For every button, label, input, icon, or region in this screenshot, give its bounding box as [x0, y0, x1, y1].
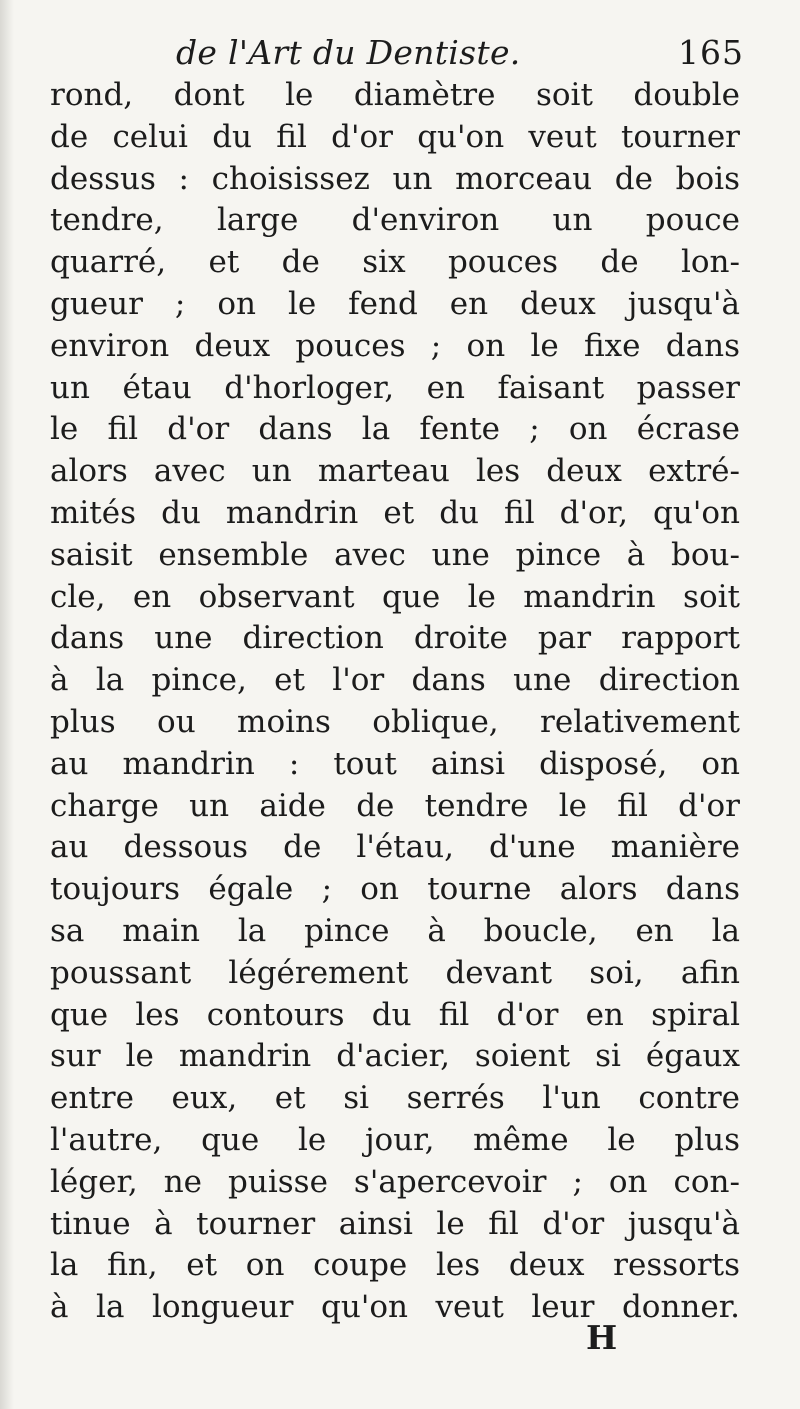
text-line: dans une direction droite par rapport — [50, 620, 740, 657]
text-line: tendre, large d'environ un pouce — [50, 202, 740, 239]
text-line: environ deux pouces ; on le fixe dans — [50, 327, 740, 364]
text-line: le fil d'or dans la fente ; on écrase — [50, 411, 740, 448]
text-line: léger, ne puisse s'apercevoir ; on con- — [50, 1163, 740, 1200]
page-header — [176, 28, 744, 78]
text-line: la fin, et on coupe les deux ressorts — [50, 1247, 740, 1284]
text-line: saisit ensemble avec une pince à bou- — [50, 536, 740, 573]
text-line: charge un aide de tendre le fil d'or — [50, 787, 740, 824]
text-line: au dessous de l'étau, d'une manière — [50, 829, 740, 866]
text-line: mités du mandrin et du fil d'or, qu'on — [50, 494, 740, 531]
text-line: poussant légérement devant soi, afin — [50, 954, 740, 991]
text-line: rond, dont le diamètre soit double — [50, 77, 740, 113]
body-text — [50, 75, 740, 1329]
text-line: entre eux, et si serrés l'un contre — [50, 1080, 740, 1117]
text-line: à la longueur qu'on veut leur donner. — [50, 1289, 740, 1326]
page-number: 165 — [678, 33, 744, 72]
page-gutter-shadow — [0, 0, 14, 1409]
text-line: quarré, et de six pouces de lon- — [50, 244, 740, 281]
text-line: l'autre, que le jour, même le plus — [50, 1121, 740, 1158]
text-line: que les contours du fil d'or en spiral — [50, 996, 740, 1033]
text-line: un étau d'horloger, en faisant passer — [50, 369, 740, 406]
signature-mark: H — [586, 1318, 619, 1357]
text-line: cle, en observant que le mandrin soit — [50, 578, 740, 615]
text-line: sa main la pince à boucle, en la — [50, 912, 740, 949]
running-title: de l'Art du Dentiste. — [176, 33, 521, 72]
text-line: à la pince, et l'or dans une direction — [50, 662, 740, 699]
text-line: au mandrin : tout ainsi disposé, on — [50, 745, 740, 782]
text-line: de celui du fil d'or qu'on veut tourner — [50, 118, 740, 155]
text-line: dessus : choisissez un morceau de bois — [50, 160, 740, 197]
text-line: toujours égale ; on tourne alors dans — [50, 871, 740, 908]
text-line: sur le mandrin d'acier, soient si égaux — [50, 1038, 740, 1075]
text-line: gueur ; on le fend en deux jusqu'à — [50, 285, 740, 322]
text-line: plus ou moins oblique, relativement — [50, 703, 740, 740]
text-line: alors avec un marteau les deux extré- — [50, 453, 740, 490]
text-line: tinue à tourner ainsi le fil d'or jusqu'à — [50, 1205, 740, 1242]
